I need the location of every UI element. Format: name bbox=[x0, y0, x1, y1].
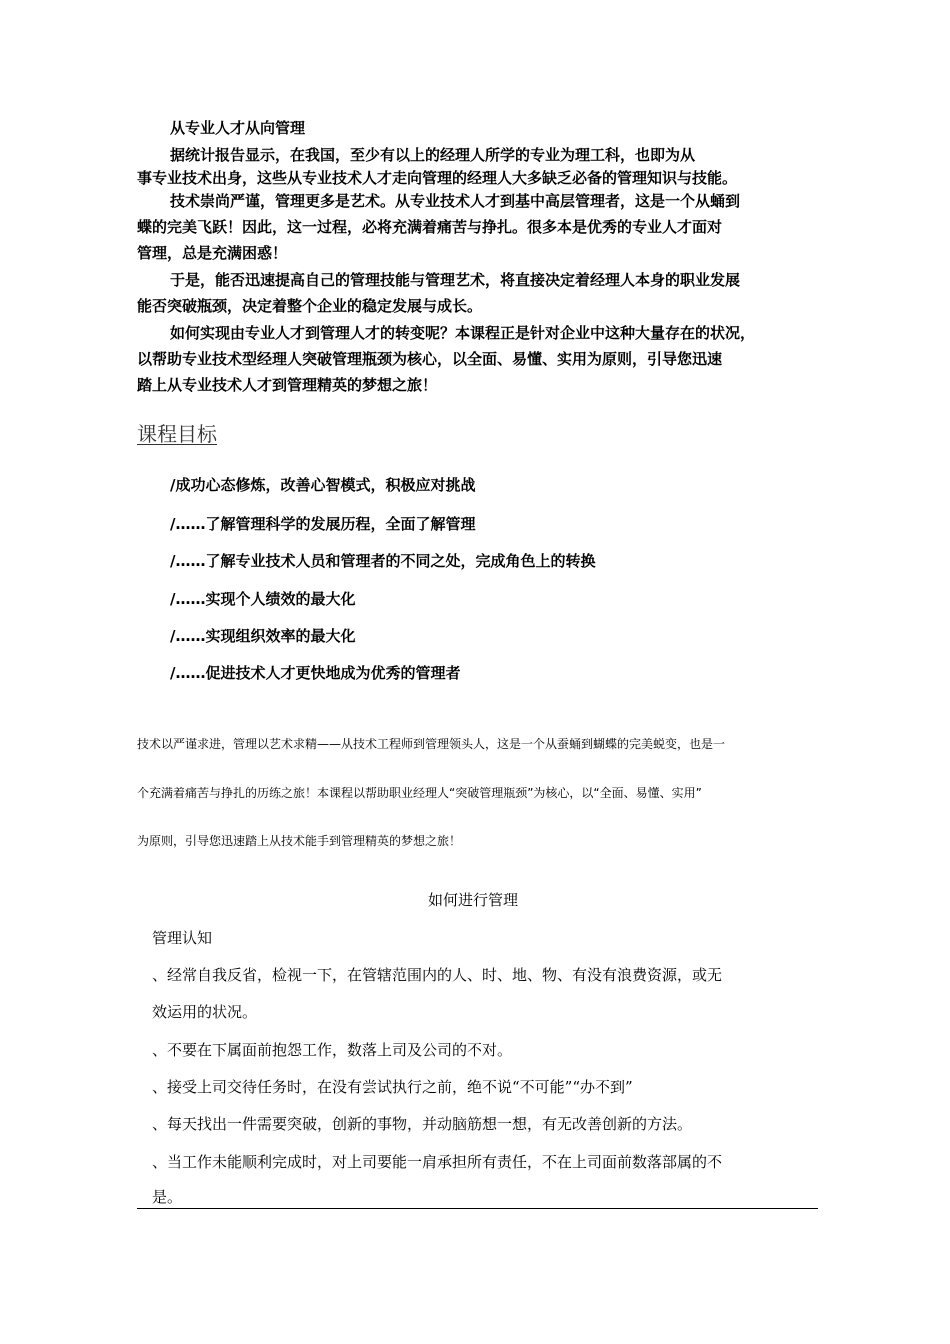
intro-line: 于是，能否迅速提高自己的管理技能与管理艺术，将直接决定着经理人本身的职业发展 bbox=[170, 271, 741, 289]
goal-item: /……实现组织效率的最大化 bbox=[170, 627, 356, 645]
intro-line: 据统计报告显示，在我国，至少有以上的经理人所学的专业为理工科，也即为从 bbox=[170, 146, 696, 164]
intro-line: 踏上从专业技术人才到管理精英的梦想之旅！ bbox=[137, 376, 438, 394]
goal-item: /……了解管理科学的发展历程，全面了解管理 bbox=[170, 515, 476, 533]
summary-line: 技术以严谨求进，管理以艺术求精——从技术工程师到管理领头人，这是一个从蚕蛹到蝴蝶的完美蜕变，也是一 bbox=[137, 737, 726, 751]
intro-line: 管理，总是充满困惑！ bbox=[137, 244, 288, 262]
intro-line: 如何实现由专业人才到管理人才的转变呢？本课程正是针对企业中这种大量存在的状况， bbox=[170, 324, 756, 342]
goal-item: /……促进技术人才更快地成为优秀的管理者 bbox=[170, 664, 461, 682]
intro-title: 从专业人才从向管理 bbox=[170, 119, 306, 137]
howto-line: 、不要在下属面前抱怨工作，数落上司及公司的不对。 bbox=[152, 1041, 513, 1059]
howto-line: 效运用的状况。 bbox=[152, 1003, 258, 1021]
intro-line: 以帮助专业技术型经理人突破管理瓶颈为核心，以全面、易懂、实用为原则，引导您迅速 bbox=[137, 350, 723, 368]
intro-line: 蝶的完美飞跃！因此，这一过程，必将充满着痛苦与挣扎。很多本是优秀的专业人才面对 bbox=[137, 218, 723, 236]
bottom-rule bbox=[137, 1208, 818, 1209]
howto-subtitle: 管理认知 bbox=[152, 929, 213, 947]
summary-line: 为原则，引导您迅速踏上从技术能手到管理精英的梦想之旅！ bbox=[137, 834, 462, 848]
howto-title: 如何进行管理 bbox=[428, 891, 519, 909]
goal-item: /成功心态修炼，改善心智模式，积极应对挑战 bbox=[170, 476, 476, 494]
howto-line: 、当工作未能顺利完成时，对上司要能一肩承担所有责任，不在上司面前数落部属的不 bbox=[152, 1153, 723, 1171]
summary-line: 个充满着痛苦与挣扎的历练之旅！本课程以帮助职业经理人“突破管理瓶颈”为核心，以“全面、易懂、实用” bbox=[137, 786, 702, 800]
howto-line: 、经常自我反省，检视一下，在管辖范围内的人、时、地、物、有没有浪费资源，或无 bbox=[152, 966, 723, 984]
goal-item: /……了解专业技术人员和管理者的不同之处，完成角色上的转换 bbox=[170, 552, 596, 570]
goal-item: /……实现个人绩效的最大化 bbox=[170, 590, 356, 608]
intro-line: 能否突破瓶颈，决定着整个企业的稳定发展与成长。 bbox=[137, 297, 483, 315]
howto-line: 、接受上司交待任务时，在没有尝试执行之前，绝不说“不可能”“办不到” bbox=[152, 1078, 633, 1096]
howto-line: 、每天找出一件需要突破，创新的事物，并动脑筋想一想，有无改善创新的方法。 bbox=[152, 1115, 693, 1133]
intro-line: 技术崇尚严谨，管理更多是艺术。从专业技术人才到基中高层管理者，这是一个从蛹到 bbox=[170, 192, 741, 210]
intro-line: 事专业技术出身，这些从专业技术人才走向管理的经理人大多缺乏必备的管理知识与技能。 bbox=[137, 169, 738, 187]
goals-heading: 课程目标 bbox=[137, 422, 217, 446]
howto-line: 是。 bbox=[152, 1188, 183, 1206]
